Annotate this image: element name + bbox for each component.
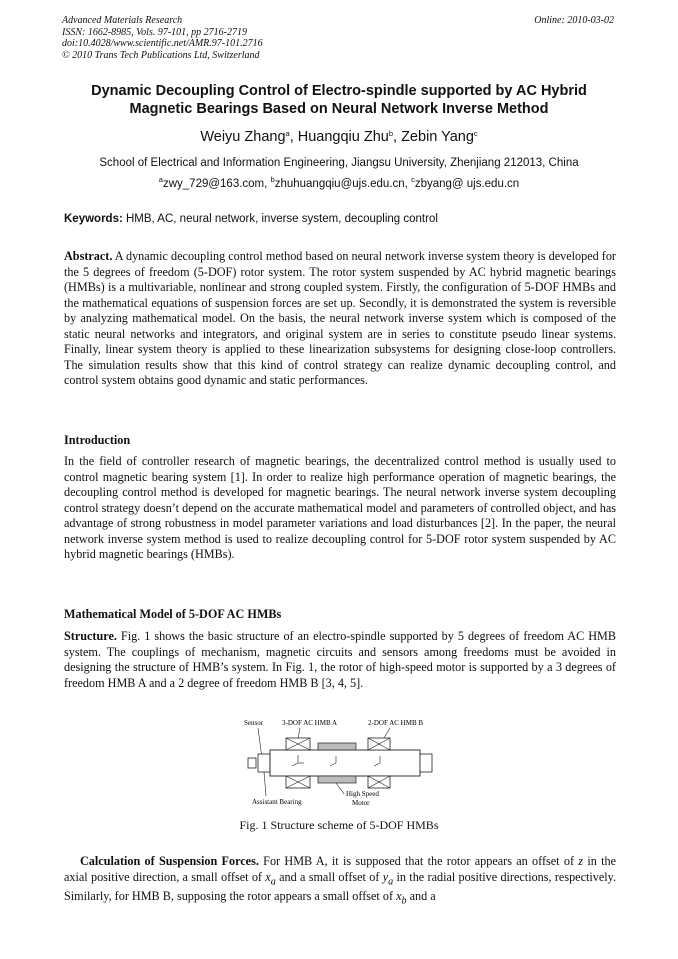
calc-label: Calculation of Suspension Forces. xyxy=(80,854,259,868)
author-2: Huangqiu Zhu xyxy=(297,129,389,145)
email-list xyxy=(0,175,678,190)
var-xb: x xyxy=(396,889,402,904)
fig-label-assistant: Assistant Bearing xyxy=(252,798,302,806)
fig-label-motor-1: High Speed xyxy=(346,790,379,798)
var-ya-sub: a xyxy=(388,875,394,887)
paper-title xyxy=(40,82,638,118)
copyright-line: © 2010 Trans Tech Publications Ltd, Switzerland xyxy=(62,49,260,61)
intro-heading: Introduction xyxy=(64,433,131,447)
author-sep: , xyxy=(289,129,298,145)
calc-text-4: in the radial positive directions, respectively. Similarly, for HMB B, supposing the rotor appears a small offset of xyxy=(64,869,616,904)
assistant-bearing-left xyxy=(258,754,270,772)
author-sep: , xyxy=(393,129,402,145)
title-line-2: Magnetic Bearings Based on Neural Network Inverse Method xyxy=(129,101,549,117)
structure-paragraph xyxy=(64,629,616,691)
email-c[interactable]: zbyang@ ujs.edu.cn xyxy=(414,178,520,190)
author-2-sup: b xyxy=(388,129,394,138)
figure-structure-scheme xyxy=(240,714,440,810)
calc-paragraph xyxy=(64,854,616,909)
email-a-sup: a xyxy=(158,175,163,184)
var-xa: x xyxy=(265,869,271,884)
assistant-bearing-right xyxy=(420,754,432,772)
abstract-text: A dynamic decoupling control method based on neural network inverse system theory is developed for the 5 degrees of freedom (5-DOF) rotor system. The rotor system suspended by AC hybrid magnetic bearings (HMBs) is a multivariable, nonlinear and strong coupled system. Firstly, the configuration of 5-DOF HMBs and the mathematical equations of suspension forces are set up. Secondly, it is demonstrated the system is reversible by analyzing mathematical model. On the basis, the neural network inverse system which is composed of the static neural networks and integrators, and original system are in series to constitute pseudo linear systems. Finally, linear system theory is applied to these linearization subsystems for designing close-loop controllers. The simulation results show that this kind of control strategy can realize dynamic decoupling control, and control system obtains good dynamic and static performances. xyxy=(64,249,616,387)
figure-caption: Fig. 1 Structure scheme of 5-DOF HMBs xyxy=(239,818,439,832)
email-c-sup: c xyxy=(411,175,415,184)
math-heading: Mathematical Model of 5-DOF AC HMBs xyxy=(64,607,282,621)
abstract-paragraph xyxy=(64,249,616,389)
keywords-label: Keywords: xyxy=(64,213,123,225)
var-z: z xyxy=(578,854,584,868)
var-ya: y xyxy=(382,869,389,884)
doi-line[interactable]: doi:10.4028/www.scientific.net/AMR.97-101.2716 xyxy=(62,38,263,49)
author-list xyxy=(0,129,678,145)
issn-line: ISSN: 1662-8985, Vols. 97-101, pp 2716-2719 xyxy=(62,26,247,38)
calc-text-2: in the axial positive direction, a small offset of xyxy=(64,854,616,884)
sensor-block xyxy=(248,758,256,768)
calc-text-1: For HMB A, it is supposed that the rotor appears an offset of xyxy=(258,854,579,868)
calc-text-3: and a small offset of xyxy=(275,869,383,884)
motor-stator-bottom xyxy=(318,776,356,783)
structure-text: Fig. 1 shows the basic structure of an electro-spindle supported by 5 degrees of freedom AC HMB system. The couplings of mechanism, magnetic circuits and sensors among freedoms must be avoided in designing the structure of HMB’s system. In Fig. 1, the rotor of high-speed motor is supported by a 3 degrees of freedom HMB A and a 2 degree of freedom HMB B [3, 4, 5]. xyxy=(64,629,616,690)
fig-label-sensor: Sensor xyxy=(244,719,264,727)
fig-label-hmb-a: 3-DOF AC HMB A xyxy=(282,719,338,727)
var-xb-sub: b xyxy=(401,895,407,907)
motor-stator-top xyxy=(318,743,356,750)
var-xa-sub: a xyxy=(270,875,276,887)
intro-paragraph: In the field of controller research of magnetic bearings, the decentralized control method is usually used to control magnetic bearing system [1]. In order to realize high performance operation of magnetic bearings, the decoupling control method is developed for magnetic bearings. The neural network inverse system decoupling control strategy doesn’t depend on the accurate mathematical model and parameters of controlled object, and has advantage of strong robustness in model parameter variations and load disturbances [2]. In the paper, the neural network inverse system method is used to realize decoupling control for 5-DOF rotor system suspended by AC hybrid magnetic bearings (HMBs). xyxy=(64,454,616,561)
keywords xyxy=(64,213,438,225)
online-date: Online: 2010-03-02 xyxy=(534,15,614,26)
author-3: Zebin Yang xyxy=(401,129,474,145)
structure-label: Structure. xyxy=(64,629,117,643)
email-b-sup: b xyxy=(270,175,275,184)
email-b[interactable]: zhuhuangqiu@ujs.edu.cn, xyxy=(274,178,412,190)
title-line-1: Dynamic Decoupling Control of Electro-spindle supported by AC Hybrid xyxy=(91,83,587,99)
journal-name: Advanced Materials Research xyxy=(62,15,183,26)
abstract-label: Abstract. xyxy=(64,249,113,263)
author-3-sup: c xyxy=(473,129,478,138)
fig-label-hmb-b: 2-DOF AC HMB B xyxy=(368,719,424,727)
author-1: Weiyu Zhang xyxy=(200,129,286,145)
fig-label-motor-2: Motor xyxy=(352,799,370,807)
keywords-text: HMB, AC, neural network, inverse system, decoupling control xyxy=(122,213,438,225)
rotor-shaft xyxy=(270,750,420,776)
calc-text-5: and a xyxy=(406,889,436,904)
email-a[interactable]: zwy_729@163.com, xyxy=(162,178,271,190)
affiliation: School of Electrical and Information Engineering, Jiangsu University, Zhenjiang 212013, China xyxy=(99,157,579,169)
author-1-sup: a xyxy=(285,129,290,138)
